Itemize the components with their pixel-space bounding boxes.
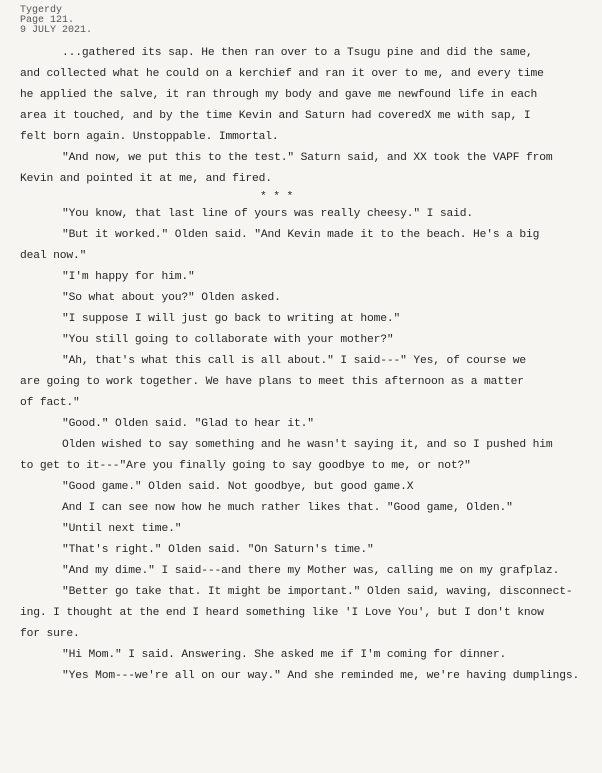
text-line: "Until next time." (62, 523, 182, 535)
text-line: of fact." (20, 397, 80, 409)
text-line: "And my dime." I said---and there my Mother was, calling me on my grafplaz. (62, 565, 560, 577)
text-line: "Yes Mom---we're all on our way." And she reminded me, we're having dumplings. (62, 670, 580, 682)
page-header (20, 6, 594, 36)
text-line: "And now, we put this to the test." Saturn said, and XX took the VAPF from (62, 152, 553, 164)
text-line: to get to it---"Are you finally going to say goodbye to me, or not?" (20, 460, 471, 472)
text-line: "That's right." Olden said. "On Saturn's time." (62, 544, 374, 556)
text-line: And I can see now how he much rather likes that. "Good game, Olden." (62, 502, 513, 514)
text-line: "Hi Mom." I said. Answering. She asked me if I'm coming for dinner. (62, 649, 507, 661)
text-line: Olden wished to say something and he wasn't saying it, and so I pushed him (62, 439, 553, 451)
section-separator: * * * (260, 191, 294, 203)
text-line: "So what about you?" Olden asked. (62, 292, 281, 304)
text-line: for sure. (20, 628, 80, 640)
text-line: "You still going to collaborate with your mother?" (62, 334, 394, 346)
text-line: "Good game." Olden said. Not goodbye, but good game.X (62, 481, 414, 493)
text-line: "Ah, that's what this call is all about." I said---" Yes, of course we (62, 355, 527, 367)
text-line: felt born again. Unstoppable. Immortal. (20, 131, 279, 143)
text-line: "I suppose I will just go back to writing at home." (62, 313, 401, 325)
text-line: ing. I thought at the end I heard something like 'I Love You', but I don't know (20, 607, 544, 619)
text-line: "I'm happy for him." (62, 271, 195, 283)
text-line: "Good." Olden said. "Glad to hear it." (62, 418, 314, 430)
text-line: "Better go take that. It might be important." Olden said, waving, disconnect- (62, 586, 573, 598)
text-line: "But it worked." Olden said. "And Kevin made it to the beach. He's a big (62, 229, 540, 241)
text-line: deal now." (20, 250, 87, 262)
header-date: 9 JULY 2021. (20, 25, 93, 36)
text-line: "You know, that last line of yours was really cheesy." I said. (62, 208, 474, 220)
header-page-number: Page 121. (20, 15, 75, 26)
text-line: and collected what he could on a kerchief and ran it over to me, and every time (20, 68, 544, 80)
text-line: area it touched, and by the time Kevin and Saturn had coveredX me with sap, I (20, 110, 531, 122)
text-line: he applied the salve, it ran through my body and gave me newfound life in each (20, 89, 538, 101)
text-line: ...gathered its sap. He then ran over to a Tsugu pine and did the same, (62, 47, 533, 59)
text-line: Kevin and pointed it at me, and fired. (20, 173, 272, 185)
text-line: are going to work together. We have plans to meet this afternoon as a matter (20, 376, 524, 388)
page-body (20, 43, 594, 687)
header-title: Tygerdy (20, 5, 63, 16)
